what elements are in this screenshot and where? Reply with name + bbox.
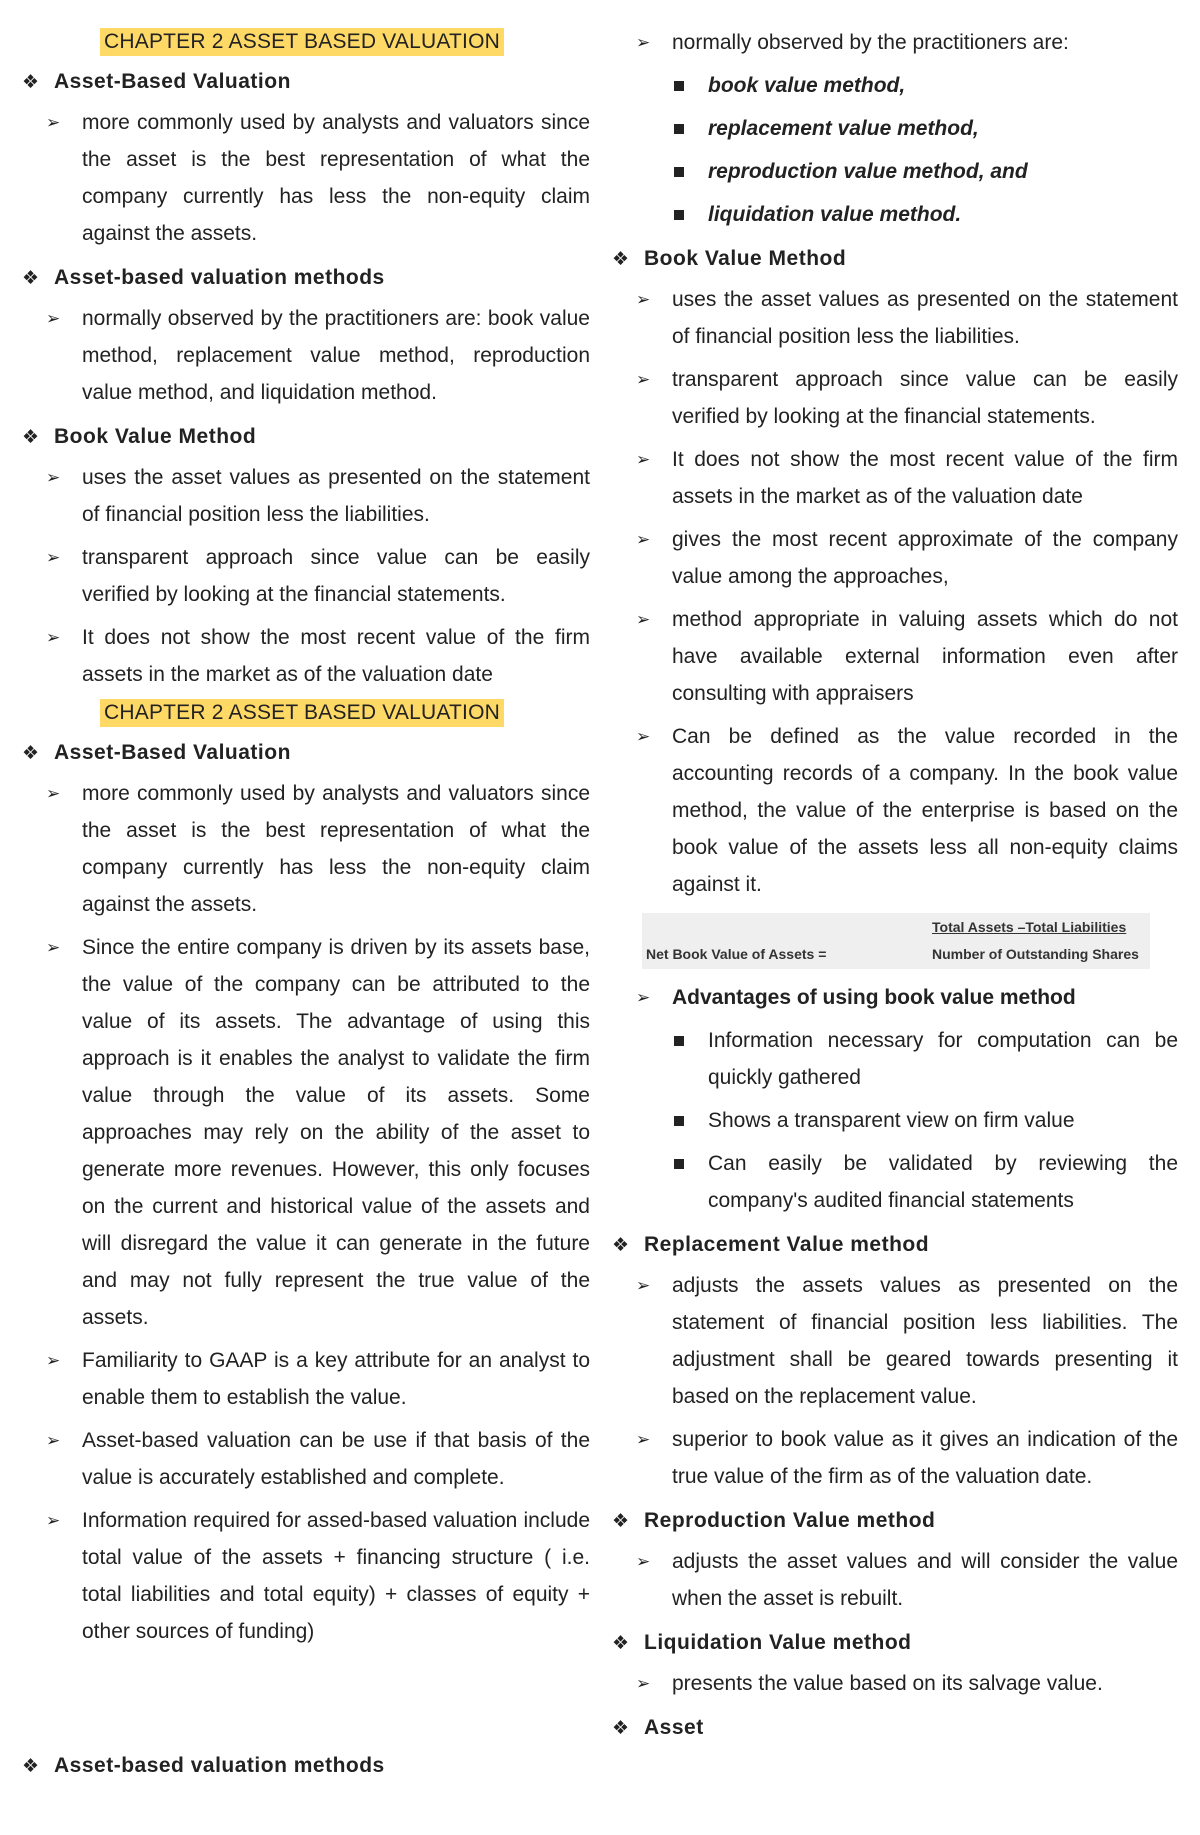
arrow-bullet-icon: ➢ <box>46 628 61 647</box>
arrow-bullet-icon: ➢ <box>636 370 651 389</box>
bullet-list <box>22 300 590 411</box>
bullet-list <box>22 775 590 1650</box>
arrow-bullet-icon: ➢ <box>636 33 651 52</box>
arrow-bullet-icon: ➢ <box>636 1674 651 1693</box>
list-item: ➢ Information required for assed-based valuation include total value of the assets + financing structure ( i.e. total liabilities and total equity) + classes of equity + other sources of funding) <box>22 1502 590 1650</box>
list-item: ➢ method appropriate in valuing assets which do not have available external information even after consulting with appraisers <box>612 601 1178 712</box>
square-bullet-icon <box>674 210 684 220</box>
list-item: Shows a transparent view on firm value <box>612 1102 1178 1139</box>
square-bullet-icon <box>674 1116 684 1126</box>
list-item: ➢ uses the asset values as presented on the statement of financial position less the liabilities. <box>22 459 590 533</box>
bullet-list <box>612 1665 1178 1702</box>
section-heading: ❖ Asset-Based Valuation <box>22 70 291 93</box>
chapter-title: CHAPTER 2 ASSET BASED VALUATION <box>100 699 504 727</box>
arrow-bullet-icon: ➢ <box>636 610 651 629</box>
arrow-bullet-icon: ➢ <box>636 1430 651 1449</box>
diamond-bullet-icon: ❖ <box>612 249 630 270</box>
method-list <box>612 67 1178 233</box>
diamond-bullet-icon: ❖ <box>22 72 40 93</box>
section-heading: ❖ Book Value Method <box>612 247 847 270</box>
arrow-bullet-icon: ➢ <box>46 309 61 328</box>
list-item: ➢ normally observed by the practitioners are: <box>612 24 1178 61</box>
diamond-bullet-icon: ❖ <box>612 1718 630 1739</box>
bullet-list <box>22 459 590 693</box>
formula-numerator: Total Assets –Total Liabilities <box>932 919 1127 935</box>
section-heading: ❖ Reproduction Value method <box>612 1509 936 1532</box>
list-item: ➢ more commonly used by analysts and valuators since the asset is the best representation of what the company currently has less the non-equity claim against the assets. <box>22 775 590 923</box>
diamond-bullet-icon: ❖ <box>22 268 40 289</box>
diamond-bullet-icon: ❖ <box>612 1235 630 1256</box>
bullet-list <box>612 1267 1178 1495</box>
bullet-list <box>612 979 1178 1016</box>
diamond-bullet-icon: ❖ <box>22 427 40 448</box>
arrow-bullet-icon: ➢ <box>46 784 61 803</box>
list-item: ➢ adjusts the asset values and will consider the value when the asset is rebuilt. <box>612 1543 1178 1617</box>
section-heading: ❖ Asset-based valuation methods <box>22 1754 385 1777</box>
section-heading: ❖ Asset-based valuation methods <box>22 266 385 289</box>
left-column <box>22 22 590 1788</box>
square-bullet-icon <box>674 167 684 177</box>
diamond-bullet-icon: ❖ <box>22 1756 40 1777</box>
bullet-list <box>612 24 1178 61</box>
arrow-bullet-icon: ➢ <box>636 1552 651 1571</box>
arrow-bullet-icon: ➢ <box>46 1511 61 1530</box>
section-heading: ❖ Asset <box>612 1716 704 1739</box>
right-column <box>612 22 1178 1750</box>
square-bullet-icon <box>674 124 684 134</box>
list-item: ➢ Can be defined as the value recorded in the accounting records of a company. In the book value method, the value of the enterprise is based on the book value of the assets less all non-equity claims against it. <box>612 718 1178 903</box>
arrow-bullet-icon: ➢ <box>46 938 61 957</box>
advantages-list <box>612 1022 1178 1219</box>
bullet-list <box>612 1543 1178 1617</box>
arrow-bullet-icon: ➢ <box>636 290 651 309</box>
square-bullet-icon <box>674 81 684 91</box>
square-bullet-icon <box>674 1036 684 1046</box>
book-value-formula <box>642 913 1150 969</box>
formula-lhs: Net Book Value of Assets = <box>646 946 827 962</box>
list-item: ➢ uses the asset values as presented on the statement of financial position less the liabilities. <box>612 281 1178 355</box>
list-item: replacement value method, <box>612 110 1178 147</box>
diamond-bullet-icon: ❖ <box>612 1511 630 1532</box>
diamond-bullet-icon: ❖ <box>612 1633 630 1654</box>
list-item: ➢ Asset-based valuation can be use if that basis of the value is accurately established and complete. <box>22 1422 590 1496</box>
arrow-bullet-icon: ➢ <box>46 1431 61 1450</box>
section-heading: ❖ Replacement Value method <box>612 1233 930 1256</box>
section-heading: ❖ Liquidation Value method <box>612 1631 912 1654</box>
list-item: ➢ transparent approach since value can be easily verified by looking at the financial statements. <box>612 361 1178 435</box>
arrow-bullet-icon: ➢ <box>636 1276 651 1295</box>
chapter-title: CHAPTER 2 ASSET BASED VALUATION <box>100 28 504 56</box>
formula-denominator: Number of Outstanding Shares <box>932 946 1139 962</box>
arrow-bullet-icon: ➢ <box>46 468 61 487</box>
arrow-bullet-icon: ➢ <box>46 113 61 132</box>
list-item: reproduction value method, and <box>612 153 1178 190</box>
section-heading: ❖ Book Value Method <box>22 425 257 448</box>
list-item: ➢ Since the entire company is driven by its assets base, the value of the company can be attributed to the value of its assets. The advantage of using this approach is it enables the analyst to validate the firm value through the value of its assets. Some approaches may rely on the ability of the asset to generate more revenues. However, this only focuses on the current and historical value of the assets and will disregard the value it can generate in the future and may not fully represent the true value of the assets. <box>22 929 590 1336</box>
list-item: Can easily be validated by reviewing the company's audited financial statements <box>612 1145 1178 1219</box>
list-item: ➢ transparent approach since value can be easily verified by looking at the financial statements. <box>22 539 590 613</box>
list-item: ➢ gives the most recent approximate of the company value among the approaches, <box>612 521 1178 595</box>
list-item: ➢ Familiarity to GAAP is a key attribute for an analyst to enable them to establish the value. <box>22 1342 590 1416</box>
arrow-bullet-icon: ➢ <box>46 548 61 567</box>
list-item: ➢ Advantages of using book value method <box>612 979 1178 1016</box>
list-item: book value method, <box>612 67 1178 104</box>
list-item: ➢ adjusts the assets values as presented on the statement of financial position less liabilities. The adjustment shall be geared towards presenting it based on the replacement value. <box>612 1267 1178 1415</box>
arrow-bullet-icon: ➢ <box>636 988 651 1007</box>
section-heading: ❖ Asset-Based Valuation <box>22 741 291 764</box>
list-item: ➢ It does not show the most recent value of the firm assets in the market as of the valuation date <box>22 619 590 693</box>
list-item: liquidation value method. <box>612 196 1178 233</box>
list-item: ➢ superior to book value as it gives an indication of the true value of the firm as of the valuation date. <box>612 1421 1178 1495</box>
list-item: ➢ normally observed by the practitioners are: book value method, replacement value method, reproduction value method, and liquidation method. <box>22 300 590 411</box>
arrow-bullet-icon: ➢ <box>46 1351 61 1370</box>
list-item: ➢ presents the value based on its salvage value. <box>612 1665 1178 1702</box>
list-item: ➢ It does not show the most recent value of the firm assets in the market as of the valuation date <box>612 441 1178 515</box>
bullet-list <box>612 281 1178 903</box>
bullet-list <box>22 104 590 252</box>
arrow-bullet-icon: ➢ <box>636 727 651 746</box>
list-item: ➢ more commonly used by analysts and valuators since the asset is the best representation of what the company currently has less the non-equity claim against the assets. <box>22 104 590 252</box>
arrow-bullet-icon: ➢ <box>636 530 651 549</box>
square-bullet-icon <box>674 1159 684 1169</box>
spacer <box>22 1656 590 1740</box>
diamond-bullet-icon: ❖ <box>22 743 40 764</box>
list-item: Information necessary for computation can be quickly gathered <box>612 1022 1178 1096</box>
arrow-bullet-icon: ➢ <box>636 450 651 469</box>
